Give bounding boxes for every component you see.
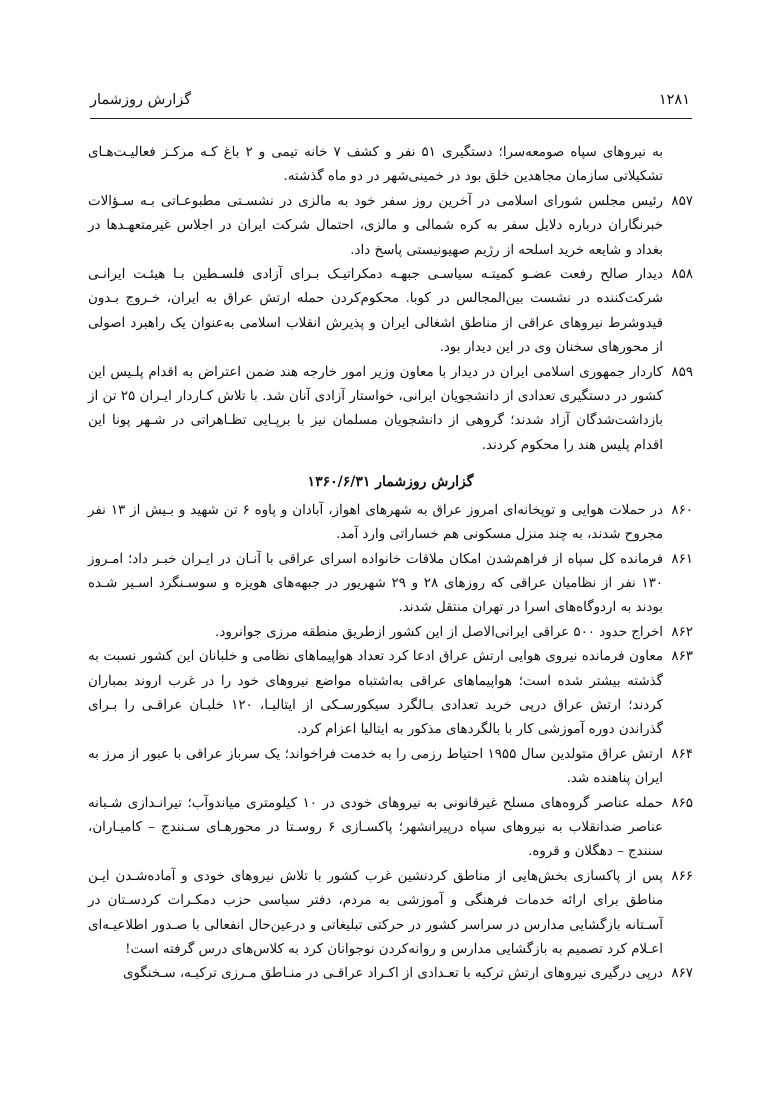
entry-text: فرمانده کل سپاه از فراهم‌شدن امکان ملاقات خانواده اسرای عراقی با آنـان در ایـران خبـر داد؛ امـروز ۱۳۰ نفر از نظامیان عراقی که روزهای ۲۸ و ۲۹ شهریور در جبهه‌های هویزه و سوسـنگرد اسـیر شـده بودند به اردوگاه‌های اسرا در تهران منتقل شدند. xyxy=(88,551,663,616)
entry-number: ۸۶۴ xyxy=(671,746,693,762)
page-body xyxy=(88,141,693,987)
entry-text: کاردار جمهوری اسلامی ایران در دیدار با معاون وزیر امور خارجه هند ضمن اعتراض به اقدام پلـیس این کشور در دستگیری تعدادی از دانشجویان ایرانی، خواستار آزادی آنان شد. با تلاش کـاردار ایـران ۲۵ تن از بازداشت‌شدگان آزاد شدند؛ گروهی از دانشجویان مسلمان نیز با برپـایی تظـاهراتی در شـهر پونا این اقدام پلیس هند را محکوم کردند. xyxy=(88,364,663,453)
entry-number: ۸۵۸ xyxy=(671,267,693,283)
entry-858 xyxy=(88,263,693,361)
entry-867 xyxy=(88,962,693,986)
entry-861 xyxy=(88,548,693,621)
entry-number: ۸۶۲ xyxy=(671,624,693,640)
entry-number: ۸۶۰ xyxy=(671,502,693,518)
entry-text: در حملات هوایی و توپخانه‌ای امروز عراق به شهرهای اهواز، آبادان و پاوه ۶ تن شهید و بـیش از ۱۳ نفر مجروح شدند، به چند منزل مسکونی هم خساراتی وارد آمد. xyxy=(88,502,663,543)
entry-857 xyxy=(88,190,693,263)
entry-863 xyxy=(88,645,693,743)
entry-text: اخراج حدود ۵۰۰ عراقی ایرانی‌الاصل از این کشور ازطریق منطقه مرزی جوانرود. xyxy=(215,624,663,640)
entry-text: ارتش عراق متولدین سال ۱۹۵۵ احتیاط رزمی را به خدمت فراخواند؛ یک سرباز عراقی با عبور از مرز به ایران پناهنده شد. xyxy=(88,746,663,787)
entry-text: دیدار صالح رفعت عضـو کمیتـه سیاسـی جبهـه دمکراتیـک بـرای آزادی فلسـطین بـا هیئـت ایرانـی شرکت‌کننده در نشست بین‌المجالس در کوبا. محکوم‌کردن حمله ارتش عراق به ایران، خـروج بـدون قیدوشرط نیروهای عراقی از مناطق اشغالی ایران و پذیرش انقلاب اسلامی به‌عنوان یک راهبرد اصولی از محورهای سخنان وی در این دیدار بود. xyxy=(88,267,663,356)
day-heading: گزارش روزشمار ۱۳۶۰/۶/۳۱ xyxy=(307,474,474,491)
running-title: گزارش روزشمار xyxy=(90,92,192,108)
entry-number: ۸۶۳ xyxy=(671,649,693,665)
entry-866 xyxy=(88,865,693,963)
entry-865 xyxy=(88,792,693,865)
entry-number: ۸۵۹ xyxy=(671,364,693,380)
entry-text: پس از پاکسازی بخش‌هایی از مناطق کردنشین غرب کشور با تلاش نیروهای خودی و آماده‌شـدن ایـن مناطق برای ارائه خدمات فرهنگی و آموزشی به مردم، دفتر سیاسی حزب دمکـرات کردسـتان در آسـتانه بازگشایی مدارس در سراسر کشور در حرکتی تبلیغاتی و درعین‌حال انفعالی با صـدور اطلاعیـه‌ای اعـلام کرد تصمیم به بازگشایی مدارس و روانه‌کردن نوجوانان کرد به کلاس‌های درس گرفته است! xyxy=(88,868,663,957)
continuation-paragraph xyxy=(88,141,693,190)
entry-859 xyxy=(88,361,693,459)
entry-864 xyxy=(88,743,693,792)
entry-number: ۸۵۷ xyxy=(671,193,693,209)
entry-862 xyxy=(88,621,693,645)
entry-number: ۸۶۱ xyxy=(671,551,693,567)
entry-text: حمله عناصر گروه‌های مسلح غیرقانونی به نیروهای خودی در ۱۰ کیلومتری میاندوآب؛ تیرانـدازی شـبانه عناصر ضدانقلاب به نیروهای سپاه درپیرانشهر؛ پاکسـازی ۶ روسـتا در محورهـای سـنندج – کامیـاران، سنندج – دهگلان و قروه. xyxy=(88,795,663,860)
entry-number: ۸۶۷ xyxy=(671,966,693,982)
entry-text: به نیروهای سپاه صومعه‌سرا؛ دستگیری ۵۱ نفر و کشف ۷ خانه تیمی و ۲ باغ کـه مرکـز فعالیـت‌هـای تشکیلاتی سازمان مجاهدین خلق بود در خمینی‌شهر در دو ماه گذشته. xyxy=(88,145,663,185)
page-number: ۱۲۸۱ xyxy=(658,92,690,108)
entry-text: معاون فرمانده نیروی هوایی ارتش عراق ادعا کرد تعداد هواپیماهای نظامی و خلبانان این کشور نسبت به گذشته بیشتر شده است؛ هواپیماهای عراقی به‌اشتباه مواضع نیروهای خود را در غرب اروند بمباران کردند؛ ارتش عراق درپی خرید تعدادی بـالگرد سیکورسـکی از ایتالیـا، ۱۲۰ خلبـان عراقـی را بـرای گذراندن دوره آموزشی کار با بالگردهای مذکور به ایتالیا اعزام کرد. xyxy=(88,649,663,738)
entry-number: ۸۶۶ xyxy=(671,868,693,884)
header-rule xyxy=(90,118,692,119)
entry-number: ۸۶۵ xyxy=(671,795,693,811)
entry-text: درپی درگیری نیروهای ارتش ترکیه با تعـدادی از اکـراد عراقـی در منـاطق مـرزی ترکیـه، سـخنگوی xyxy=(122,966,663,982)
page-header xyxy=(90,92,690,108)
entry-text: رئیس مجلس شورای اسلامی در آخرین روز سفر خود به مالزی در نشسـتی مطبوعـاتی بـه سـؤالات خبرنگاران درباره دلایل سفر به کره شمالی و مالزی، احتمال شرکت ایران در اجلاس غیرمتعهـدها در بغداد و شایعه خرید اسلحه از رژیم صهیونیستی پاسخ داد. xyxy=(88,193,663,258)
entry-860 xyxy=(88,499,693,548)
